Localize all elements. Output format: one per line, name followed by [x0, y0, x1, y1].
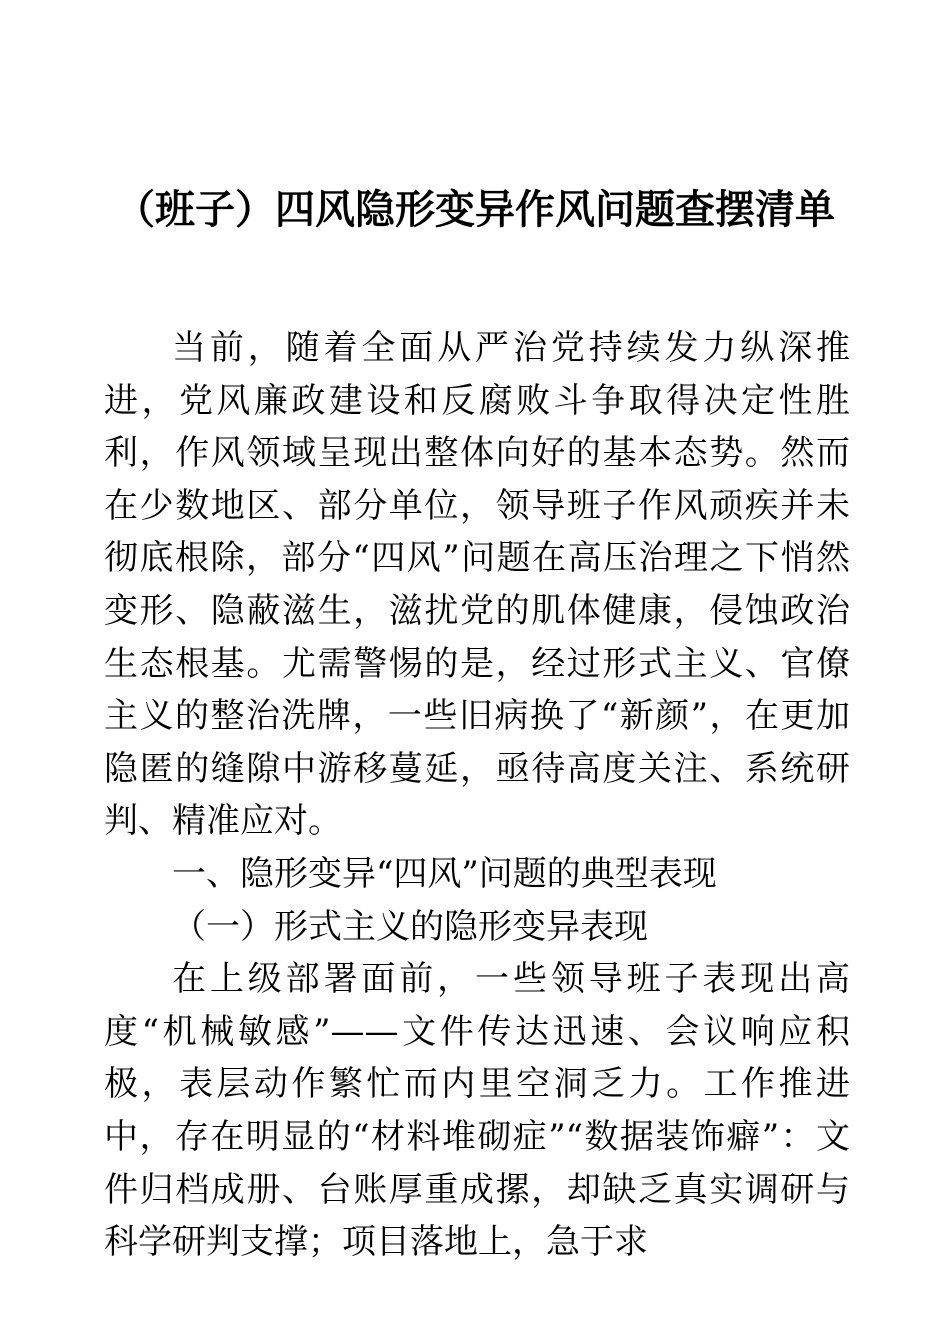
document-body — [104, 322, 850, 1269]
section-heading-1: 一、隐形变异“四风”问题的典型表现 — [172, 853, 717, 894]
intro-paragraph: 当前，随着全面从严治党持续发力纵深推进，党风廉政建设和反腐败斗争取得决定性胜利，作风领域呈现出整体向好的基本态势。然而在少数地区、部分单位，领导班子作风顽疾并未彻底根除，部分“四风”问题在高压治理之下悄然变形、隐蔽滋生，滋扰党的肌体健康，侵蚀政治生态根基。尤需警惕的是，经过形式主义、官僚主义的整治洗牌，一些旧病换了“新颜”，在更加隐匿的缝隙中游移蔓延，亟待高度关注、系统研判、精准应对。 — [104, 328, 850, 842]
body-paragraph-formalism: 在上级部署面前，一些领导班子表现出高度“机械敏感”——文件传达迅速、会议响应积极，表层动作繁忙而内里空洞乏力。工作推进中，存在明显的“材料堆砌症”“数据装饰癖”：文件归档成册、台账厚重成摞，却缺乏真实调研与科学研判支撑；项目落地上，急于求 — [104, 959, 850, 1263]
document-title: （班子）四风隐形变异作风问题查摆清单 — [115, 186, 835, 233]
subsection-heading-1: （一）形式主义的隐形变异表现 — [172, 906, 648, 947]
